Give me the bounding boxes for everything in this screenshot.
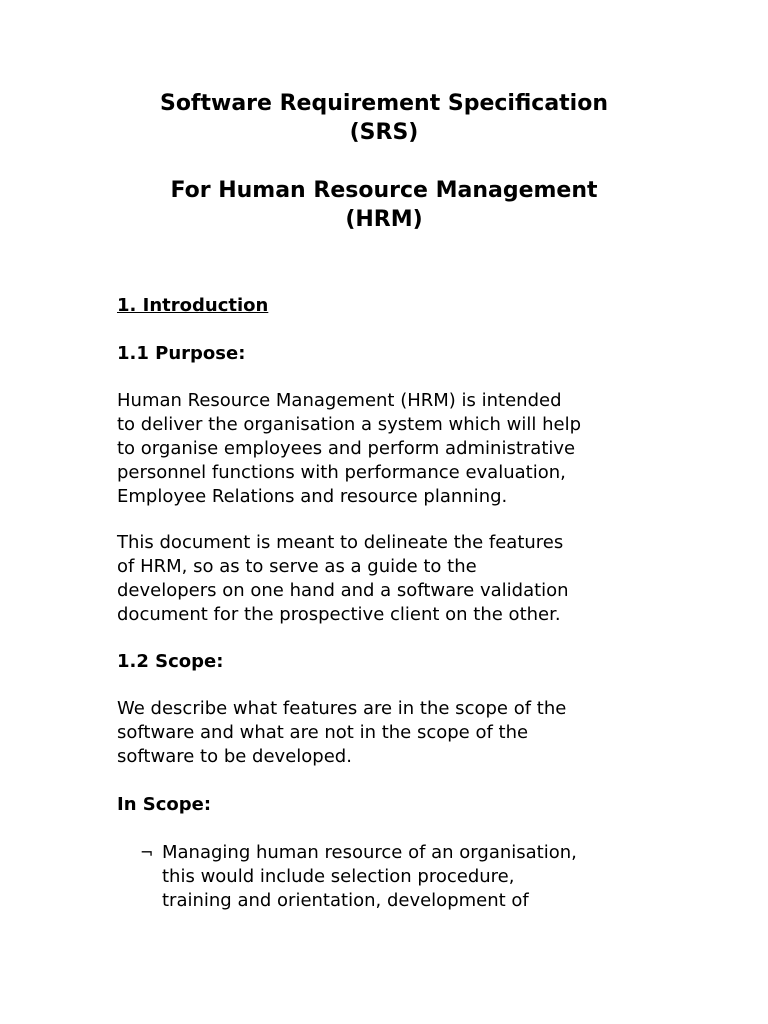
list-item-text xyxy=(162,841,577,913)
paragraph-line: software and what are not in the scope of the xyxy=(117,722,529,743)
subtitle-line: (HRM) xyxy=(345,207,423,232)
section-heading-purpose: 1.1 Purpose: xyxy=(117,343,246,364)
paragraph-line: software to be developed. xyxy=(117,746,352,767)
paragraph-line: to organise employees and perform administrative xyxy=(117,438,576,459)
paragraph-line: of HRM, so as to serve as a guide to the xyxy=(117,556,477,577)
paragraph-purpose-2 xyxy=(117,531,569,627)
paragraph-line: Employee Relations and resource planning. xyxy=(117,486,508,507)
paragraph-line: This document is meant to delineate the features xyxy=(117,532,564,553)
list-item-line: this would include selection procedure, xyxy=(162,866,515,887)
paragraph-line: personnel functions with performance evaluation, xyxy=(117,462,566,483)
paragraph-line: document for the prospective client on the other. xyxy=(117,604,561,625)
bullet-marker-icon: ¬ xyxy=(140,843,154,862)
paragraph-purpose-1 xyxy=(117,389,581,509)
section-heading-in-scope: In Scope: xyxy=(117,794,212,815)
document-subtitle xyxy=(96,176,672,234)
paragraph-line: Human Resource Management (HRM) is intended xyxy=(117,390,562,411)
list-item-line: training and orientation, development of xyxy=(162,890,529,911)
paragraph-line: We describe what features are in the scope of the xyxy=(117,698,567,719)
paragraph-line: developers on one hand and a software validation xyxy=(117,580,569,601)
title-line: (SRS) xyxy=(349,120,419,145)
paragraph-scope-1 xyxy=(117,697,566,769)
section-heading-introduction: 1. Introduction xyxy=(117,295,269,316)
title-line: Software Requirement Specification xyxy=(159,91,609,116)
list-item-line: Managing human resource of an organisation, xyxy=(162,842,577,863)
section-heading-scope: 1.2 Scope: xyxy=(117,651,224,672)
document-title xyxy=(96,89,672,147)
paragraph-line: to deliver the organisation a system which will help xyxy=(117,414,582,435)
subtitle-line: For Human Resource Management xyxy=(170,178,598,203)
